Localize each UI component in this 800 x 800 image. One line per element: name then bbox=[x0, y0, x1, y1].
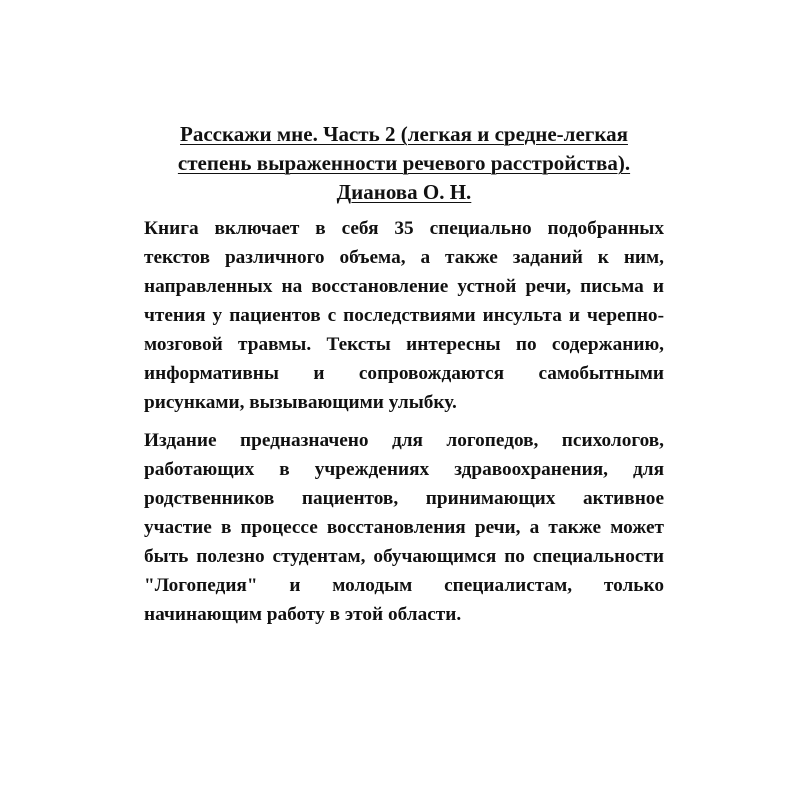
description-paragraph: Книга включает в себя 35 специально подобранных текстов различного объема, а также заданий к ним, направленных на восстановление устной речи, письма и чтения у пациентов с последствиями инсульта и черепно-мозговой травмы. Тексты интересны по содержанию, информативны и сопровождаются самобытными рисунками, вызывающими улыбку. bbox=[144, 218, 664, 413]
document-title: Расскажи мне. Часть 2 (легкая и средне-легкая степень выраженности речевого расстройства). Дианова О. Н. bbox=[177, 122, 631, 204]
audience-paragraph: Издание предназначено для логопедов, психологов, работающих в учреждениях здравоохранения, для родственников пациентов, принимающих активное участие в процессе восстановления речи, а также может быть полезно студентам, обучающимся по специальности "Логопедия" и молодым специалистам, только начинающим работу в этой области. bbox=[144, 430, 664, 625]
document-page bbox=[144, 120, 664, 638]
